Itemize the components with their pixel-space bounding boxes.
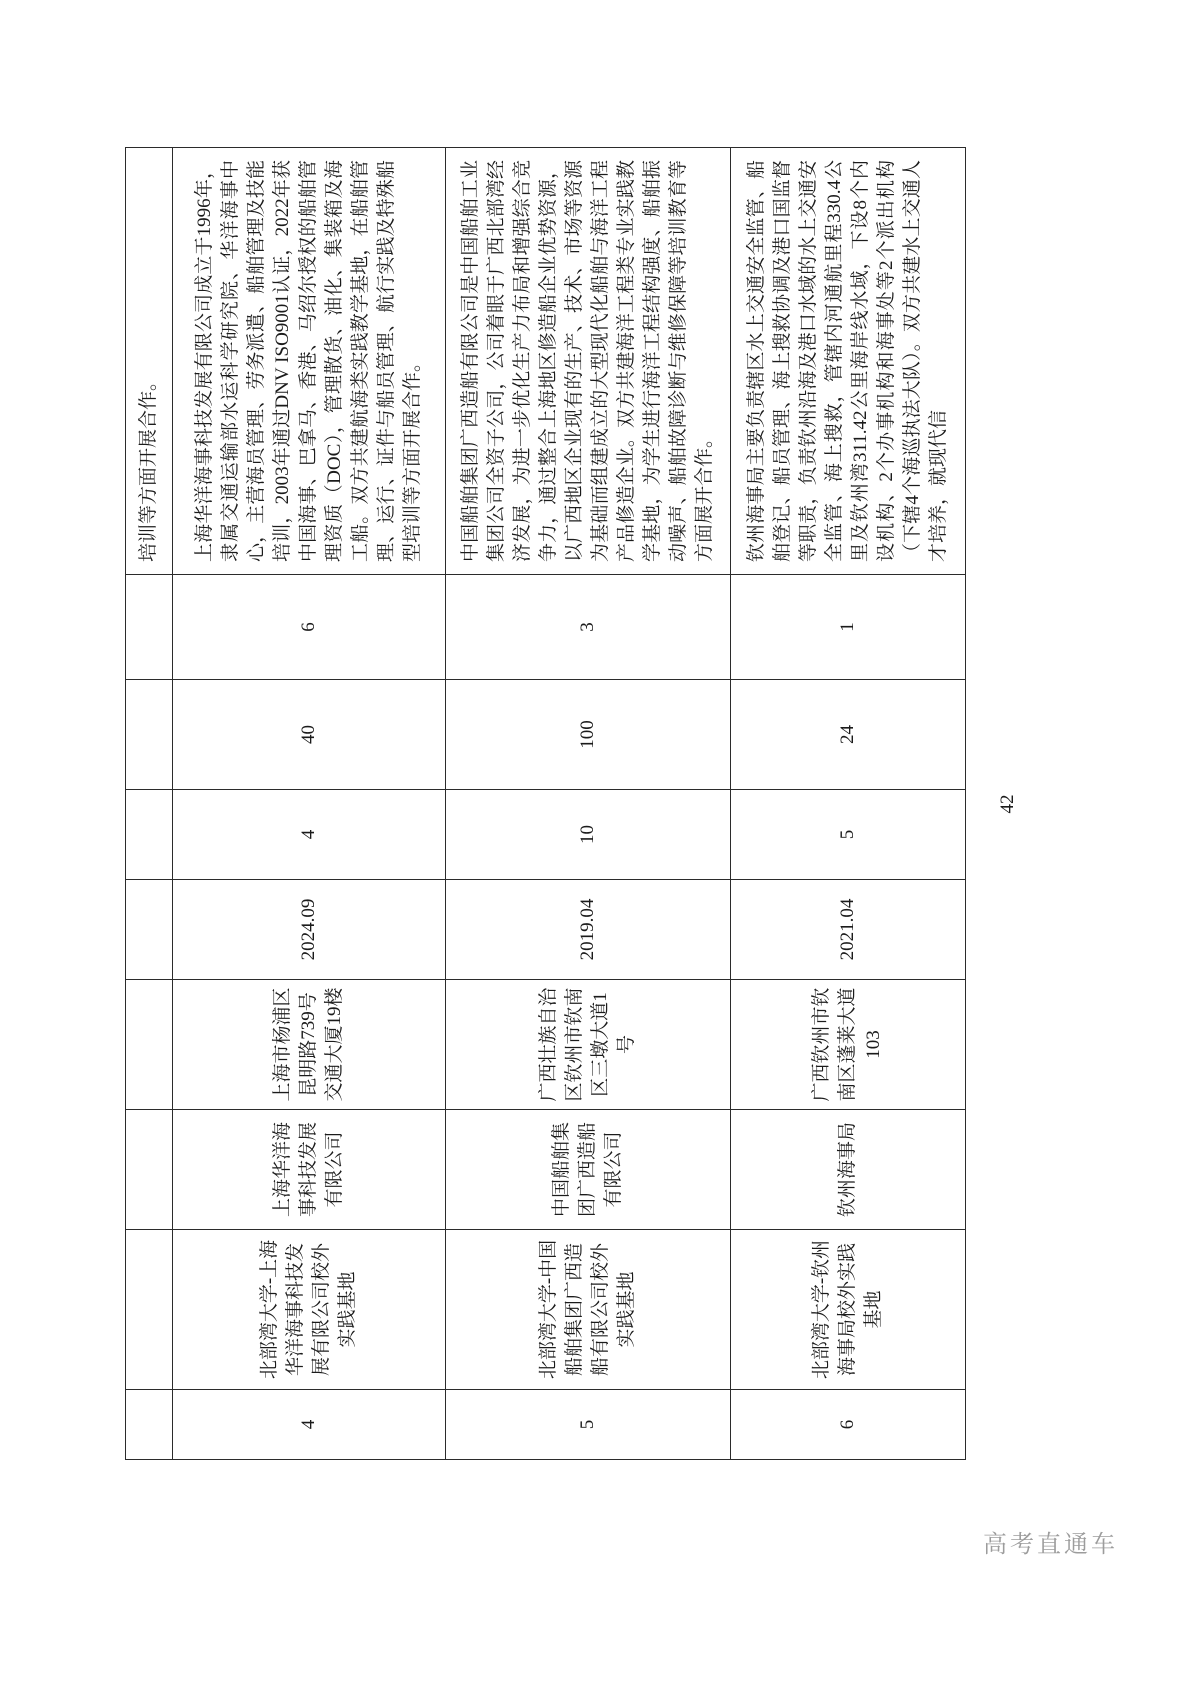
cell-date: 2019.04 xyxy=(446,880,731,980)
cell-base-name: 北部湾大学-钦州海事局校外实践基地 xyxy=(731,1230,966,1390)
cell-num3 xyxy=(126,575,173,680)
cell-seq xyxy=(126,1390,173,1460)
practice-base-table xyxy=(125,147,966,1460)
cell-date: 2024.09 xyxy=(173,880,446,980)
cell-date xyxy=(126,880,173,980)
cell-base-name: 北部湾大学-上海华洋海事科技发展有限公司校外实践基地 xyxy=(173,1230,446,1390)
cell-num2: 24 xyxy=(731,680,966,790)
cell-num1: 10 xyxy=(446,790,731,880)
cell-address: 广西钦州市钦南区蓬莱大道103 xyxy=(731,980,966,1110)
cell-date: 2021.04 xyxy=(731,880,966,980)
cell-num3: 1 xyxy=(731,575,966,680)
cell-num1 xyxy=(126,790,173,880)
cell-num2: 40 xyxy=(173,680,446,790)
table-row-5 xyxy=(446,148,731,1460)
watermark: 高考直通车 xyxy=(983,1531,1118,1558)
cell-description: 中国船舶集团广西造船有限公司是中国船舶工业集团公司全资子公司，公司着眼于广西北部湾经济发展，为进一步优化生产力布局和增强综合竞争力，通过整合上海地区修造船企业优势资源，以广西地区企业现有的生产、技术、市场等资源为基础而组建成立的大型现代化船舶与海洋工程产品修造企业。双方共建海洋工程类专业实践教学基地，为学生进行海洋工程结构强度、船舶振动噪声、船舶故障诊断与维修保障等培训教育等方面展开合作。 xyxy=(446,148,731,575)
cell-company: 钦州海事局 xyxy=(731,1110,966,1230)
cell-description: 上海华洋海事科技发展有限公司成立于1996年，隶属交通运输部水运科学研究院、华洋海事中心，主营海员管理、劳务派遣、船舶管理及技能培训，2003年通过DNV ISO9001认证，2022年获中国海事、巴拿马、香港、马绍尔授权的船舶管理资质（DOC），管理散货、油化、集装箱及海工船。双方共建航海类实践教学基地，在船舶管理、运行、证件与船员管理、航行实践及特殊船型培训等方面开展合作。 xyxy=(173,148,446,575)
cell-company: 中国船舶集团广西造船有限公司 xyxy=(446,1110,731,1230)
table-row-6 xyxy=(731,148,966,1460)
page-number: 42 xyxy=(997,794,1018,814)
cell-address: 广西壮族自治区钦州市钦南区三墩大道1号 xyxy=(446,980,731,1110)
cell-description: 钦州海事局主要负责辖区水上交通安全监管、船舶登记、船员管理、海上搜救协调及港口国监督等职责，负责钦州沿海及港口水域的水上交通安全监管、海上搜救，管辖内河通航里程330.4公里及钦州湾311.42公里海岸线水域，下设8个内设机构、2个办事机构和海事处等2个派出机构（下辖4个海巡执法大队）。双方共建水上交通人才培养，就现代信 xyxy=(731,148,966,575)
cell-base-name xyxy=(126,1230,173,1390)
cell-description: 培训等方面开展合作。 xyxy=(126,148,173,575)
cell-seq: 5 xyxy=(446,1390,731,1460)
cell-num2: 100 xyxy=(446,680,731,790)
cell-num2 xyxy=(126,680,173,790)
cell-num3: 6 xyxy=(173,575,446,680)
cell-seq: 4 xyxy=(173,1390,446,1460)
cell-base-name: 北部湾大学-中国船舶集团广西造船有限公司校外实践基地 xyxy=(446,1230,731,1390)
cell-address: 上海市杨浦区昆明路739号交通大厦19楼 xyxy=(173,980,446,1110)
cell-seq: 6 xyxy=(731,1390,966,1460)
cell-company xyxy=(126,1110,173,1230)
cell-num1: 5 xyxy=(731,790,966,880)
cell-address xyxy=(126,980,173,1110)
table-row-4 xyxy=(173,148,446,1460)
cell-num3: 3 xyxy=(446,575,731,680)
table-row-continuation xyxy=(126,148,173,1460)
cell-num1: 4 xyxy=(173,790,446,880)
cell-company: 上海华洋海事科技发展有限公司 xyxy=(173,1110,446,1230)
rotated-table-container xyxy=(125,148,1018,1460)
